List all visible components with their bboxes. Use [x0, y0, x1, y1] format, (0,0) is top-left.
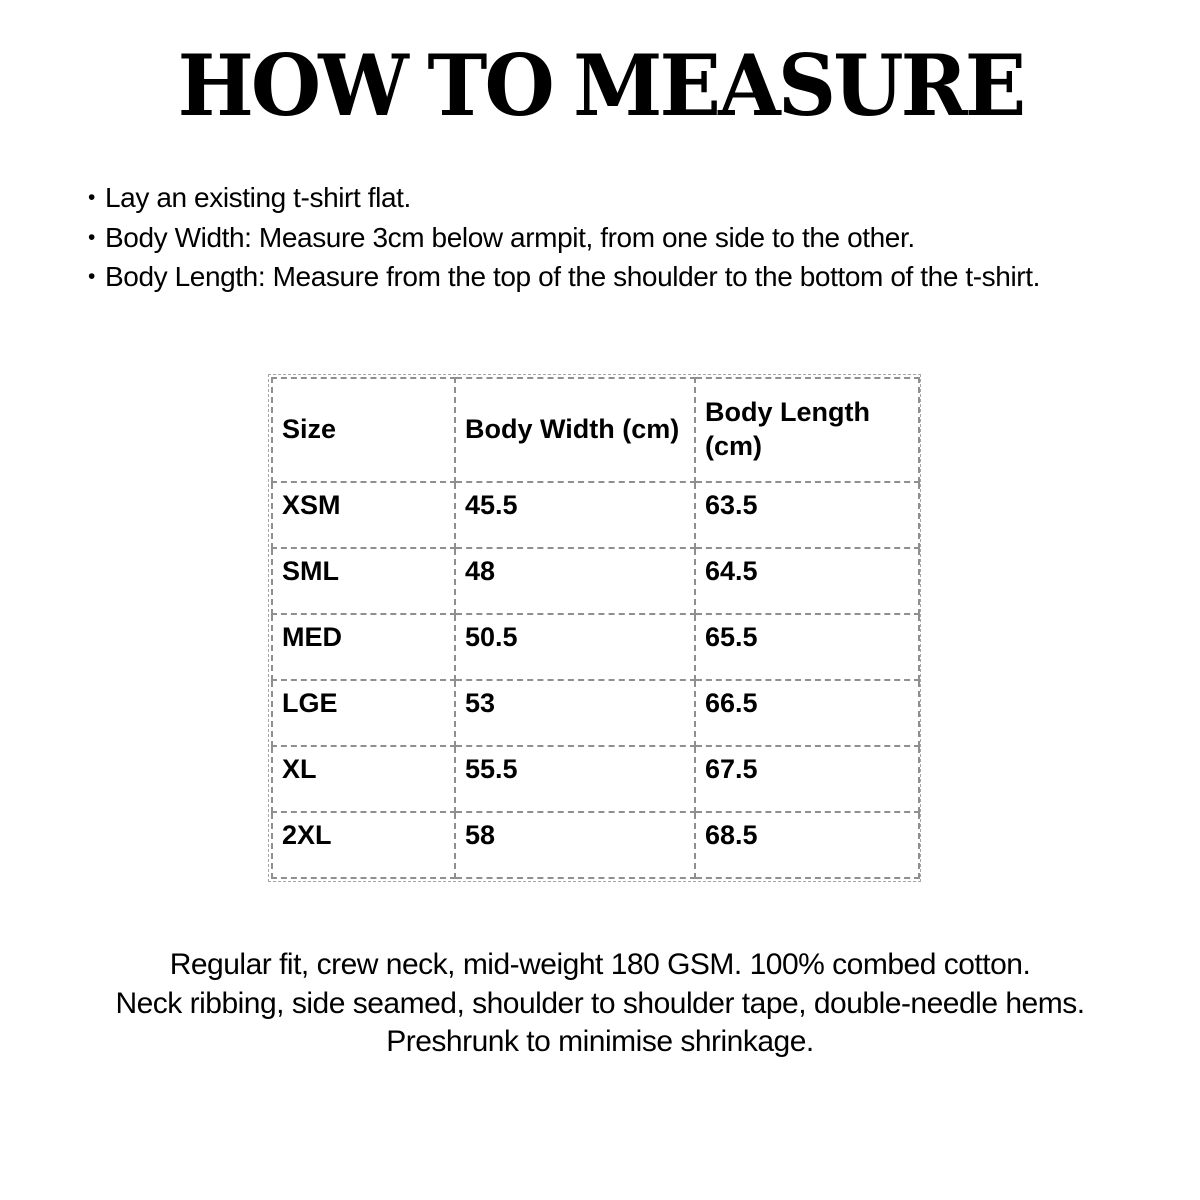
body-length-cell: 65.5	[695, 614, 919, 680]
body-length-cell: 63.5	[695, 482, 919, 548]
table-row-xsm	[272, 482, 919, 548]
size-cell: XL	[272, 746, 455, 812]
fabric-notes	[0, 946, 1200, 1062]
page-title-text: HOW TO MEASURE	[177, 36, 1023, 135]
column-header-size: Size	[272, 378, 455, 482]
size-chart	[268, 374, 921, 882]
size-cell: 2XL	[272, 812, 455, 878]
body-width-cell: 55.5	[455, 746, 695, 812]
table-row-xl	[272, 746, 919, 812]
table-row-2xl	[272, 812, 919, 878]
fabric-note-line: Regular fit, crew neck, mid-weight 180 GSM. 100% combed cotton.	[169, 948, 1031, 981]
instruction-item	[88, 218, 1168, 258]
body-width-cell: 50.5	[455, 614, 695, 680]
instruction-item	[88, 257, 1168, 297]
instruction-item	[88, 178, 1168, 218]
measure-instructions	[88, 178, 1168, 297]
instruction-text: Body Length: Measure from the top of the shoulder to the bottom of the t-shirt.	[105, 261, 1040, 292]
instruction-text: Body Width: Measure 3cm below armpit, from one side to the other.	[105, 221, 915, 253]
column-header-body-length: Body Length (cm)	[695, 378, 919, 482]
size-cell: LGE	[272, 680, 455, 746]
body-width-cell: 58	[455, 812, 695, 878]
fabric-note-line: Preshrunk to minimise shrinkage.	[386, 1025, 814, 1058]
page-title	[0, 36, 1200, 135]
body-width-cell: 45.5	[455, 482, 695, 548]
body-length-cell: 66.5	[695, 680, 919, 746]
table-header-row	[272, 378, 919, 482]
fabric-note-line: Neck ribbing, side seamed, shoulder to shoulder tape, double-needle hems.	[115, 986, 1085, 1020]
size-cell: XSM	[272, 482, 455, 548]
instruction-text: Lay an existing t-shirt flat.	[105, 182, 411, 213]
body-length-cell: 68.5	[695, 812, 919, 878]
column-header-body-width: Body Width (cm)	[455, 378, 695, 482]
body-width-cell: 48	[455, 548, 695, 614]
body-length-cell: 67.5	[695, 746, 919, 812]
size-cell: MED	[272, 614, 455, 680]
body-length-cell: 64.5	[695, 548, 919, 614]
table-row-sml	[272, 548, 919, 614]
table-row-lge	[272, 680, 919, 746]
table-row-med	[272, 614, 919, 680]
size-cell: SML	[272, 548, 455, 614]
size-chart-table	[271, 377, 920, 879]
body-width-cell: 53	[455, 680, 695, 746]
